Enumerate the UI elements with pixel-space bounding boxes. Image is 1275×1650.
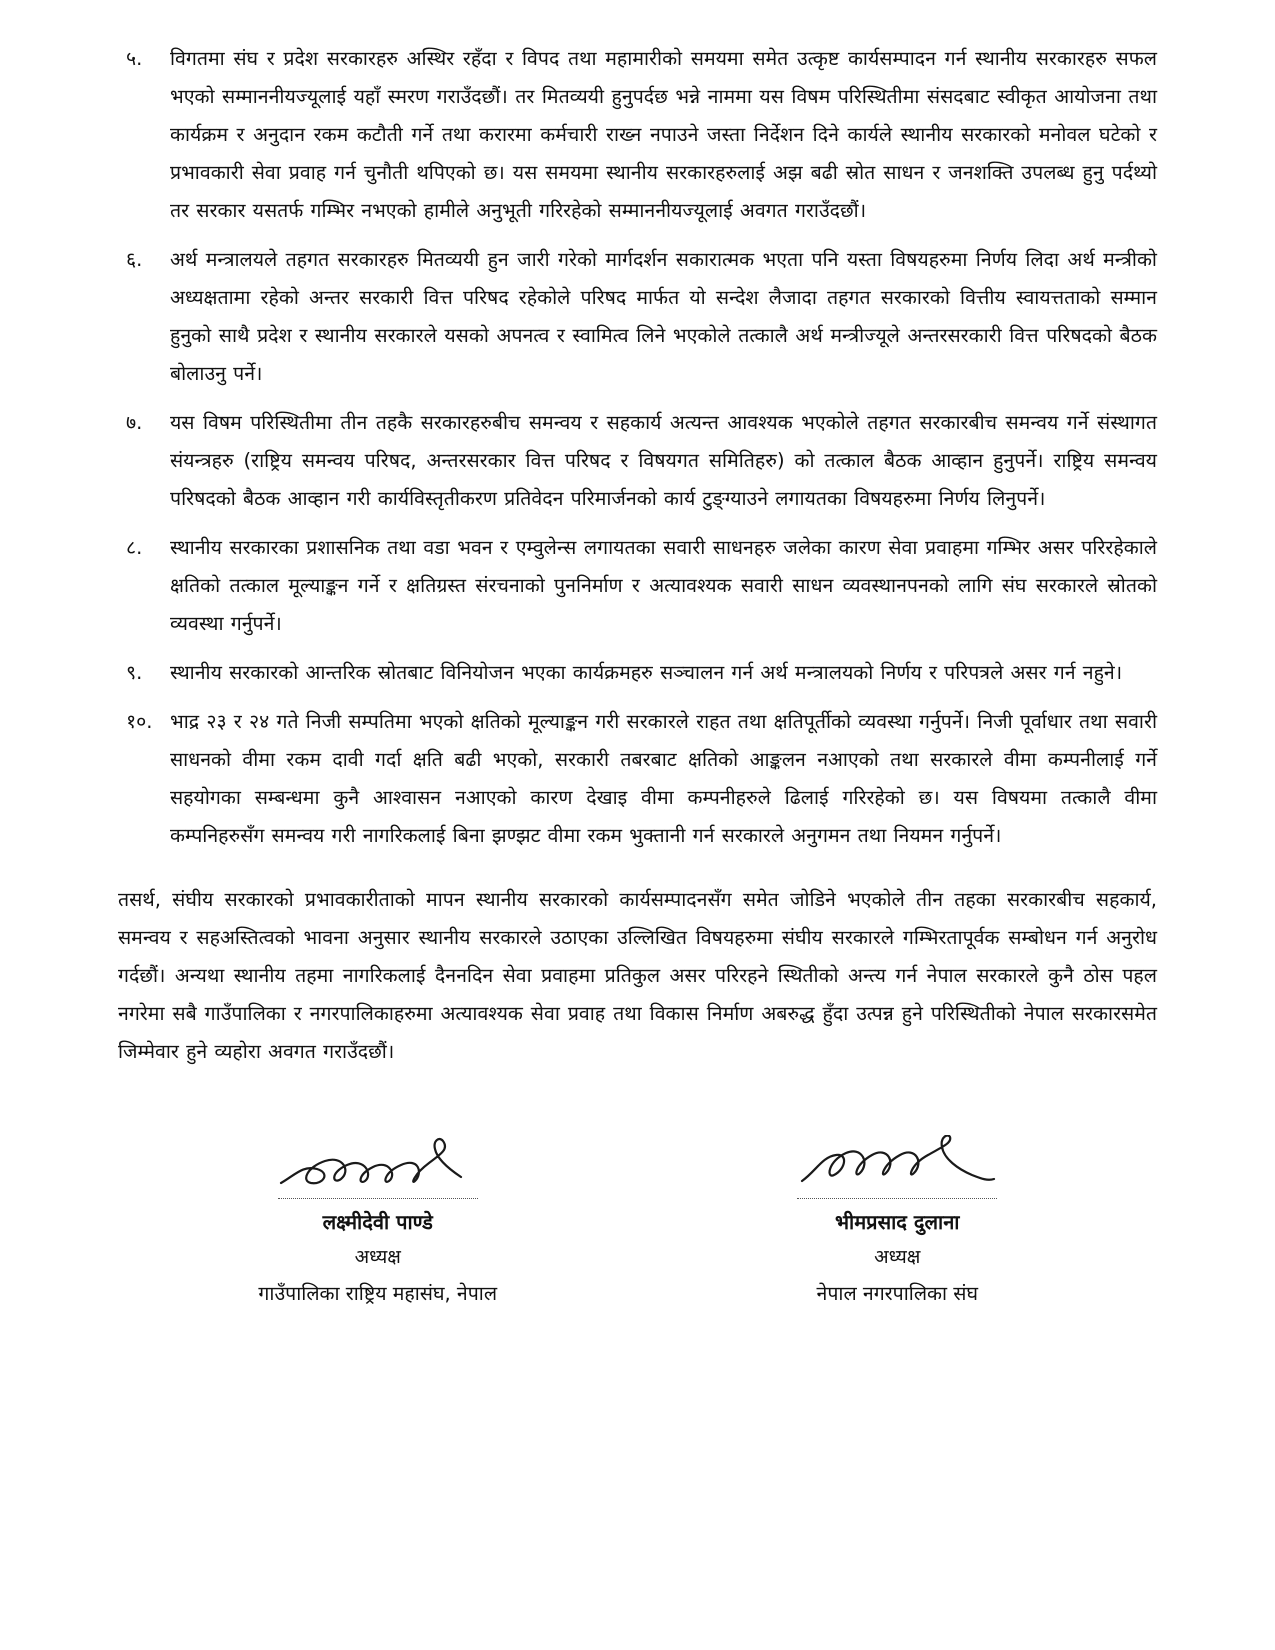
- signatory-role: अध्यक्ष: [874, 1246, 921, 1269]
- list-item-text: भाद्र २३ र २४ गते निजी सम्पतिमा भएको क्षतिको मूल्याङ्कन गरी सरकारले राहत तथा क्षतिपूर्तीको व्यवस्था गर्नुपर्ने। निजी पूर्वाधार तथा सवारी साधनको वीमा रकम दावी गर्दा क्षति बढी भएको, सरकारी तबरबाट क्षतिको आङ्कलन नआएको तथा सरकारले वीमा कम्पनीलाई गर्ने सहयोगका सम्बन्धमा कुनै आश्वासन नआएको कारण देखाइ वीमा कम्पनीहरुले ढिलाई गरिरहेको छ। यस विषयमा तत्कालै वीमा कम्पनिहरुसँग समन्वय गरी नागरिकलाई बिना झण्झट वीमा रकम भुक्तानी गर्न सरकारले अनुगमन तथा नियमन गर्नुपर्ने।: [170, 710, 1157, 848]
- list-item-number: ६.: [126, 248, 143, 272]
- handwritten-signature-icon: [118, 1133, 638, 1197]
- signature-block-right: [638, 1133, 1158, 1312]
- signature-section: [118, 1133, 1157, 1312]
- list-item-number: ७.: [126, 411, 143, 435]
- list-item-number: ८.: [126, 536, 143, 560]
- signatory-organization: गाउँपालिका राष्ट्रिय महासंघ, नेपाल: [258, 1282, 498, 1306]
- list-item-number: १०.: [126, 710, 153, 734]
- list-item-text: अर्थ मन्त्रालयले तहगत सरकारहरु मितव्ययी हुन जारी गरेको मार्गदर्शन सकारात्मक भएता पनि यस्ता विषयहरुमा निर्णय लिदा अर्थ मन्त्रीको अध्यक्षतामा रहेको अन्तर सरकारी वित्त परिषद रहेकोले परिषद मार्फत यो सन्देश लैजादा तहगत सरकारको वित्तीय स्वायत्तताको सम्मान हुनुको साथै प्रदेश र स्थानीय सरकारले यसको अपनत्व र स्वामित्व लिने भएकोले तत्कालै अर्थ मन्त्रीज्यूले अन्तरसरकारी वित्त परिषदको बैठक बोलाउनु पर्ने।: [170, 248, 1157, 386]
- list-item-number: ५.: [126, 47, 143, 70]
- list-item: [118, 529, 1157, 643]
- list-item: [118, 40, 1157, 230]
- handwritten-signature-icon: [638, 1133, 1158, 1197]
- signatory-name: भीमप्रसाद दुलाना: [834, 1210, 960, 1235]
- list-item: [118, 241, 1157, 393]
- signature-line: [278, 1197, 478, 1199]
- signature-line: [797, 1197, 997, 1199]
- list-item: [118, 404, 1157, 518]
- signatory-name: लक्ष्मीदेवी पाण्डे: [322, 1210, 433, 1235]
- list-item-text: स्थानीय सरकारको आन्तरिक स्रोतबाट विनियोजन भएका कार्यक्रमहरु सञ्चालन गर्न अर्थ मन्त्रालयको निर्णय र परिपत्रले असर गर्न नहुने।: [170, 661, 1123, 685]
- list-item: [118, 703, 1157, 855]
- list-item-text: यस विषम परिस्थितीमा तीन तहकै सरकारहरुबीच समन्वय र सहकार्य अत्यन्त आवश्यक भएकोले तहगत सरकारबीच समन्वय गर्ने संस्थागत संयन्त्रहरु (राष्ट्रिय समन्वय परिषद, अन्तरसरकार वित्त परिषद र विषयगत समितिहरु) को तत्काल बैठक आव्हान हुनुपर्ने। राष्ट्रिय समन्वय परिषदको बैठक आव्हान गरी कार्यविस्तृतीकरण प्रतिवेदन परिमार्जनको कार्य टुङ्ग्याउने लगायतका विषयहरुमा निर्णय लिनुपर्ने।: [170, 411, 1157, 511]
- signatory-role: अध्यक्ष: [354, 1246, 401, 1269]
- list-item-text: स्थानीय सरकारका प्रशासनिक तथा वडा भवन र एम्वुलेन्स लगायतका सवारी साधनहरु जलेका कारण सेवा प्रवाहमा गम्भिर असर परिरहेकाले क्षतिको तत्काल मूल्याङ्कन गर्ने र क्षतिग्रस्त संरचनाको पुननिर्माण र अत्यावश्यक सवारी साधन व्यवस्थानपनको लागि संघ सरकारले स्रोतको व्यवस्था गर्नुपर्ने।: [170, 536, 1157, 636]
- numbered-list: [118, 40, 1157, 855]
- signature-block-left: [118, 1133, 638, 1312]
- list-item-text: विगतमा संघ र प्रदेश सरकारहरु अस्थिर रहँदा र विपद तथा महामारीको समयमा समेत उत्कृष्ट कार्यसम्पादन गर्न स्थानीय सरकारहरु सफल भएको सम्माननीयज्यूलाई यहाँ स्मरण गराउँदछौं। तर मितव्ययी हुनुपर्दछ भन्ने नाममा यस विषम परिस्थितीमा संसदबाट स्वीकृत आयोजना तथा कार्यक्रम र अनुदान रकम कटौती गर्ने तथा करारमा कर्मचारी राख्न नपाउने जस्ता निर्देशन दिने कार्यले स्थानीय सरकारको मनोवल घटेको र प्रभावकारी सेवा प्रवाह गर्न चुनौती थपिएको छ। यस समयमा स्थानीय सरकारहरुलाई अझ बढी स्रोत साधन र जनशक्ति उपलब्ध हुनु पर्दथ्यो तर सरकार यसतर्फ गम्भिर नभएको हामीले अनुभूती गरिरहेको सम्माननीयज्यूलाई अवगत गराउँदछौं।: [170, 47, 1157, 223]
- list-item-number: ९.: [126, 661, 143, 685]
- signatory-organization: नेपाल नगरपालिका संघ: [816, 1282, 978, 1306]
- list-item: [118, 654, 1157, 692]
- closing-paragraph: तसर्थ, संघीय सरकारको प्रभावकारीताको मापन स्थानीय सरकारको कार्यसम्पादनसँग समेत जोडिने भएकोले तीन तहका सरकारबीच सहकार्य, समन्वय र सहअस्तित्वको भावना अनुसार स्थानीय सरकारले उठाएका उल्लिखित विषयहरुमा संघीय सरकारले गम्भिरतापूर्वक सम्बोधन गर्न अनुरोध गर्दछौं। अन्यथा स्थानीय तहमा नागरिकलाई दैननदिन सेवा प्रवाहमा प्रतिकुल असर परिरहने स्थितीको अन्त्य गर्न नेपाल सरकारले कुनै ठोस पहल नगरेमा सबै गाउँपालिका र नगरपालिकाहरुमा अत्यावश्यक सेवा प्रवाह तथा विकास निर्माण अबरुद्ध हुँदा उत्पन्न हुने परिस्थितीको नेपाल सरकारसमेत जिम्मेवार हुने व्यहोरा अवगत गराउँदछौं।: [118, 888, 1157, 1064]
